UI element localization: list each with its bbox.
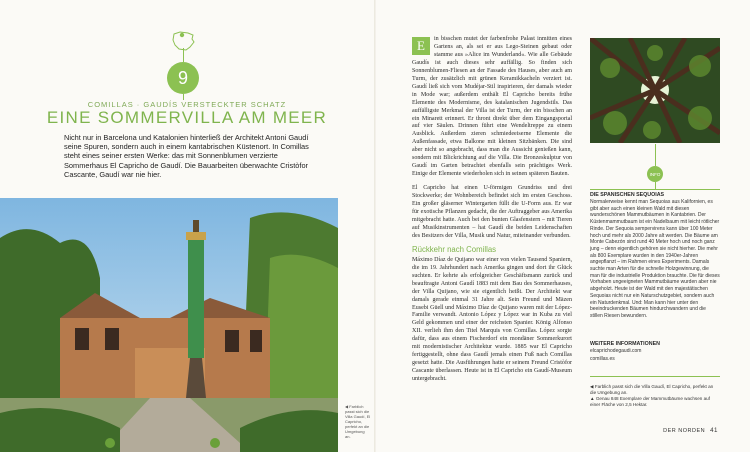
page-number: 41 — [710, 427, 718, 434]
more-info-title: WEITERE INFORMATIONEN — [590, 341, 660, 347]
drop-cap: E — [412, 37, 430, 55]
info-body: Normalerweise kennt man Sequoias aus Kalifornien, es gibt aber auch einen kleinen Wald mit diesen wunderschönen Mammutbäumen in Kantabrien. Der Küstenmammutbaum ist ein Nadelbaum mit leicht rötlicher Rinde. Der Sequoia sempervirens kann über 100 Meter hoch und mehr als 2000 Jahre alt werden. Die Bäume am Monte Cabezón sind rund 40 Meter hoch und noch ganz jung – denn eigentlich gehören sie nicht hierher. Die mehr als 800 Exemplare wurden in den 1940er-Jahren angepflanzt – im Rahmen eines Experiments. Damals suchte man Arten für die schnelle Holzgewinnung, die man für die industrielle Produktion brauchte. Die für dieses Vorhaben ungeeigneten Mammutbäume wurden aber nie abgeholzt. Heute ist der Wald mit den majestätischen Sequoias nicht nur ein Naturschutzgebiet, sondern auch ein Naturdenkmal. Und: Man kann hier unter den beeindruckenden Bäumen hindurchwandern und die stillen Riesen bewundern. — [590, 199, 720, 319]
sequoia-forest-photo — [590, 38, 720, 143]
website-link[interactable]: elcaprichodegaudi.com — [590, 348, 642, 354]
article-paragraph: El Capricho hat einen U-förmigen Grundriss und drei Stockwerke; der Wohnbereich befindet sich im ersten Geschoss. Ein großer gläserner Wintergarten füllt die U-Form aus. Er war für exotische Pflanzen gedacht, die der Auftraggeber aus Amerika mitgebracht hatte. Auch bei den bunten Glasfenstern – mit Tieren auf Musikinstrumenten – hat Gaudí die beiden Leidenschaften des Besitzers der Villa, Musik und Natur, miteinander verbunden. — [412, 185, 572, 239]
divider — [590, 376, 720, 377]
page-title: EINE SOMMERVILLA AM MEER — [46, 108, 328, 127]
el-capricho-photo — [0, 198, 338, 452]
caption-arrow-icon: ◀ — [345, 404, 350, 409]
caption-arrow-icon: ◀ — [590, 384, 595, 389]
leader-line — [183, 48, 184, 62]
leader-line — [655, 144, 656, 166]
gutter — [374, 0, 376, 452]
photo-caption: ◀ Farblich passt sich die Villa Gaudí, El Capricho, perfekt an die Umgebung an. — [345, 404, 371, 439]
folio — [663, 427, 718, 434]
photo-caption: ◀ Farblich passt sich die Villa Gaudí, El Capricho, perfekt an die Umgebung an. ▲ Genau 848 Exemplare der Mammutbäume wachsen auf einer Fläche von 2,5 Hektar. — [590, 384, 714, 407]
article-column — [412, 36, 572, 384]
intro-paragraph: Nicht nur in Barcelona und Katalonien hinterließ der Architekt Antoni Gaudí seine Spuren, sondern auch in einem kantabrischen Küstenort. In Comillas steht eines seiner ersten Werke: das mit Sonnenblumen verzierte Sommerhaus El Capricho de Gaudí. Die Bauarbeiten überwachte Cristòfor Cascante, Gaudí war nie hier. — [64, 133, 309, 179]
article-paragraph: Máximo Díaz de Quijano war einer von vielen Tausend Spaniern, die im 19. Jahrhundert nach Amerika gingen und dort ihr Glück suchten. Er kehrte als erfolgreicher Geschäftsmann zurück und beauftragte Antoni Gaudí 1883 mit dem Bau des Sommerhauses, der Villa Quijano, wie sie eigentlich heißt. Der Architekt war damals gerade einmal 31 Jahre alt. Sein Freund und Mäzen Eusebi Güell und Máximo Díaz de Quijano waren mit der López-Familie verwandt. Antonio López y López war in Kuba zu viel Geld gekommen und einer der reichsten Spanier. König Alfonso XII. verlieh ihm den Titel Marquis von Comillas. López sorgte dafür, dass aus einem Fischerdorf ein mondäner Sommerkurort mit modernistischer Architektur wurde. 1885 war El Capricho fertiggestellt, ohne dass Gaudí jemals einen Fuß nach Comillas gesetzt hatte. Die Ausführungen hatte er seinem Freund Cristòfor Cascante überlassen. Heute ist in El Capricho ein Gaudí-Museum untergebracht. — [412, 256, 572, 383]
info-title: DIE SPANISCHEN SEQUOIAS — [590, 192, 665, 198]
website-link[interactable]: comillas.es — [590, 356, 615, 362]
divider — [590, 189, 720, 190]
kicker: COMILLAS · GAUDÍS VERSTECKTER SCHATZ — [87, 100, 287, 109]
chapter-number: 9 — [167, 62, 199, 94]
folio-label: DER NORDEN — [663, 428, 706, 434]
section-subheading: Rückkehr nach Comillas — [412, 244, 497, 254]
info-badge: INFO — [647, 166, 663, 182]
article-paragraph: in bisschen mutet der farbenfrohe Palast inmitten eines Gartens an, als sei er aus Lego-Steinen gebaut oder stamme aus »Alice im Wunderland«. Wie alle Gebäude Gaudís ist auch dieses sehr auffällig. So finden sich Sonnenblumen-Fliesen an der Fassade des Hauses, aber auch am Turm, der zusätzlich mit grünen Keramikkacheln verziert ist. Gaudí ließ sich vom Mudéjar-Stil inspirieren, der damals wieder in Mode war; außerdem enthält El Capricho bereits frühe Elemente des Modernisme, des katalanischen Jugendstils. Das auffälligste Merkmal der Villa ist der Turm, der ein bisschen an ein Minarett erinnert. Er thront direkt über dem Eingangsportal auf vier Säulen. Drinnen führt eine Wendeltreppe zu einem Ausblick. Außerdem zieren schmiedeeiserne Elemente die Außenfassade, etwa Balkone mit kleinen Sitzbänken. Die sind aber nicht so angebracht, dass man die Aussicht genießen kann, sondern mit Blickrichtung auf die Villa. Die Bronzeskulptur von Gaudí im Garten betrachtet ebenfalls sein prächtiges Werk. Einige der Elemente wiederholen sich in seinen späteren Bauten. — [412, 36, 572, 178]
